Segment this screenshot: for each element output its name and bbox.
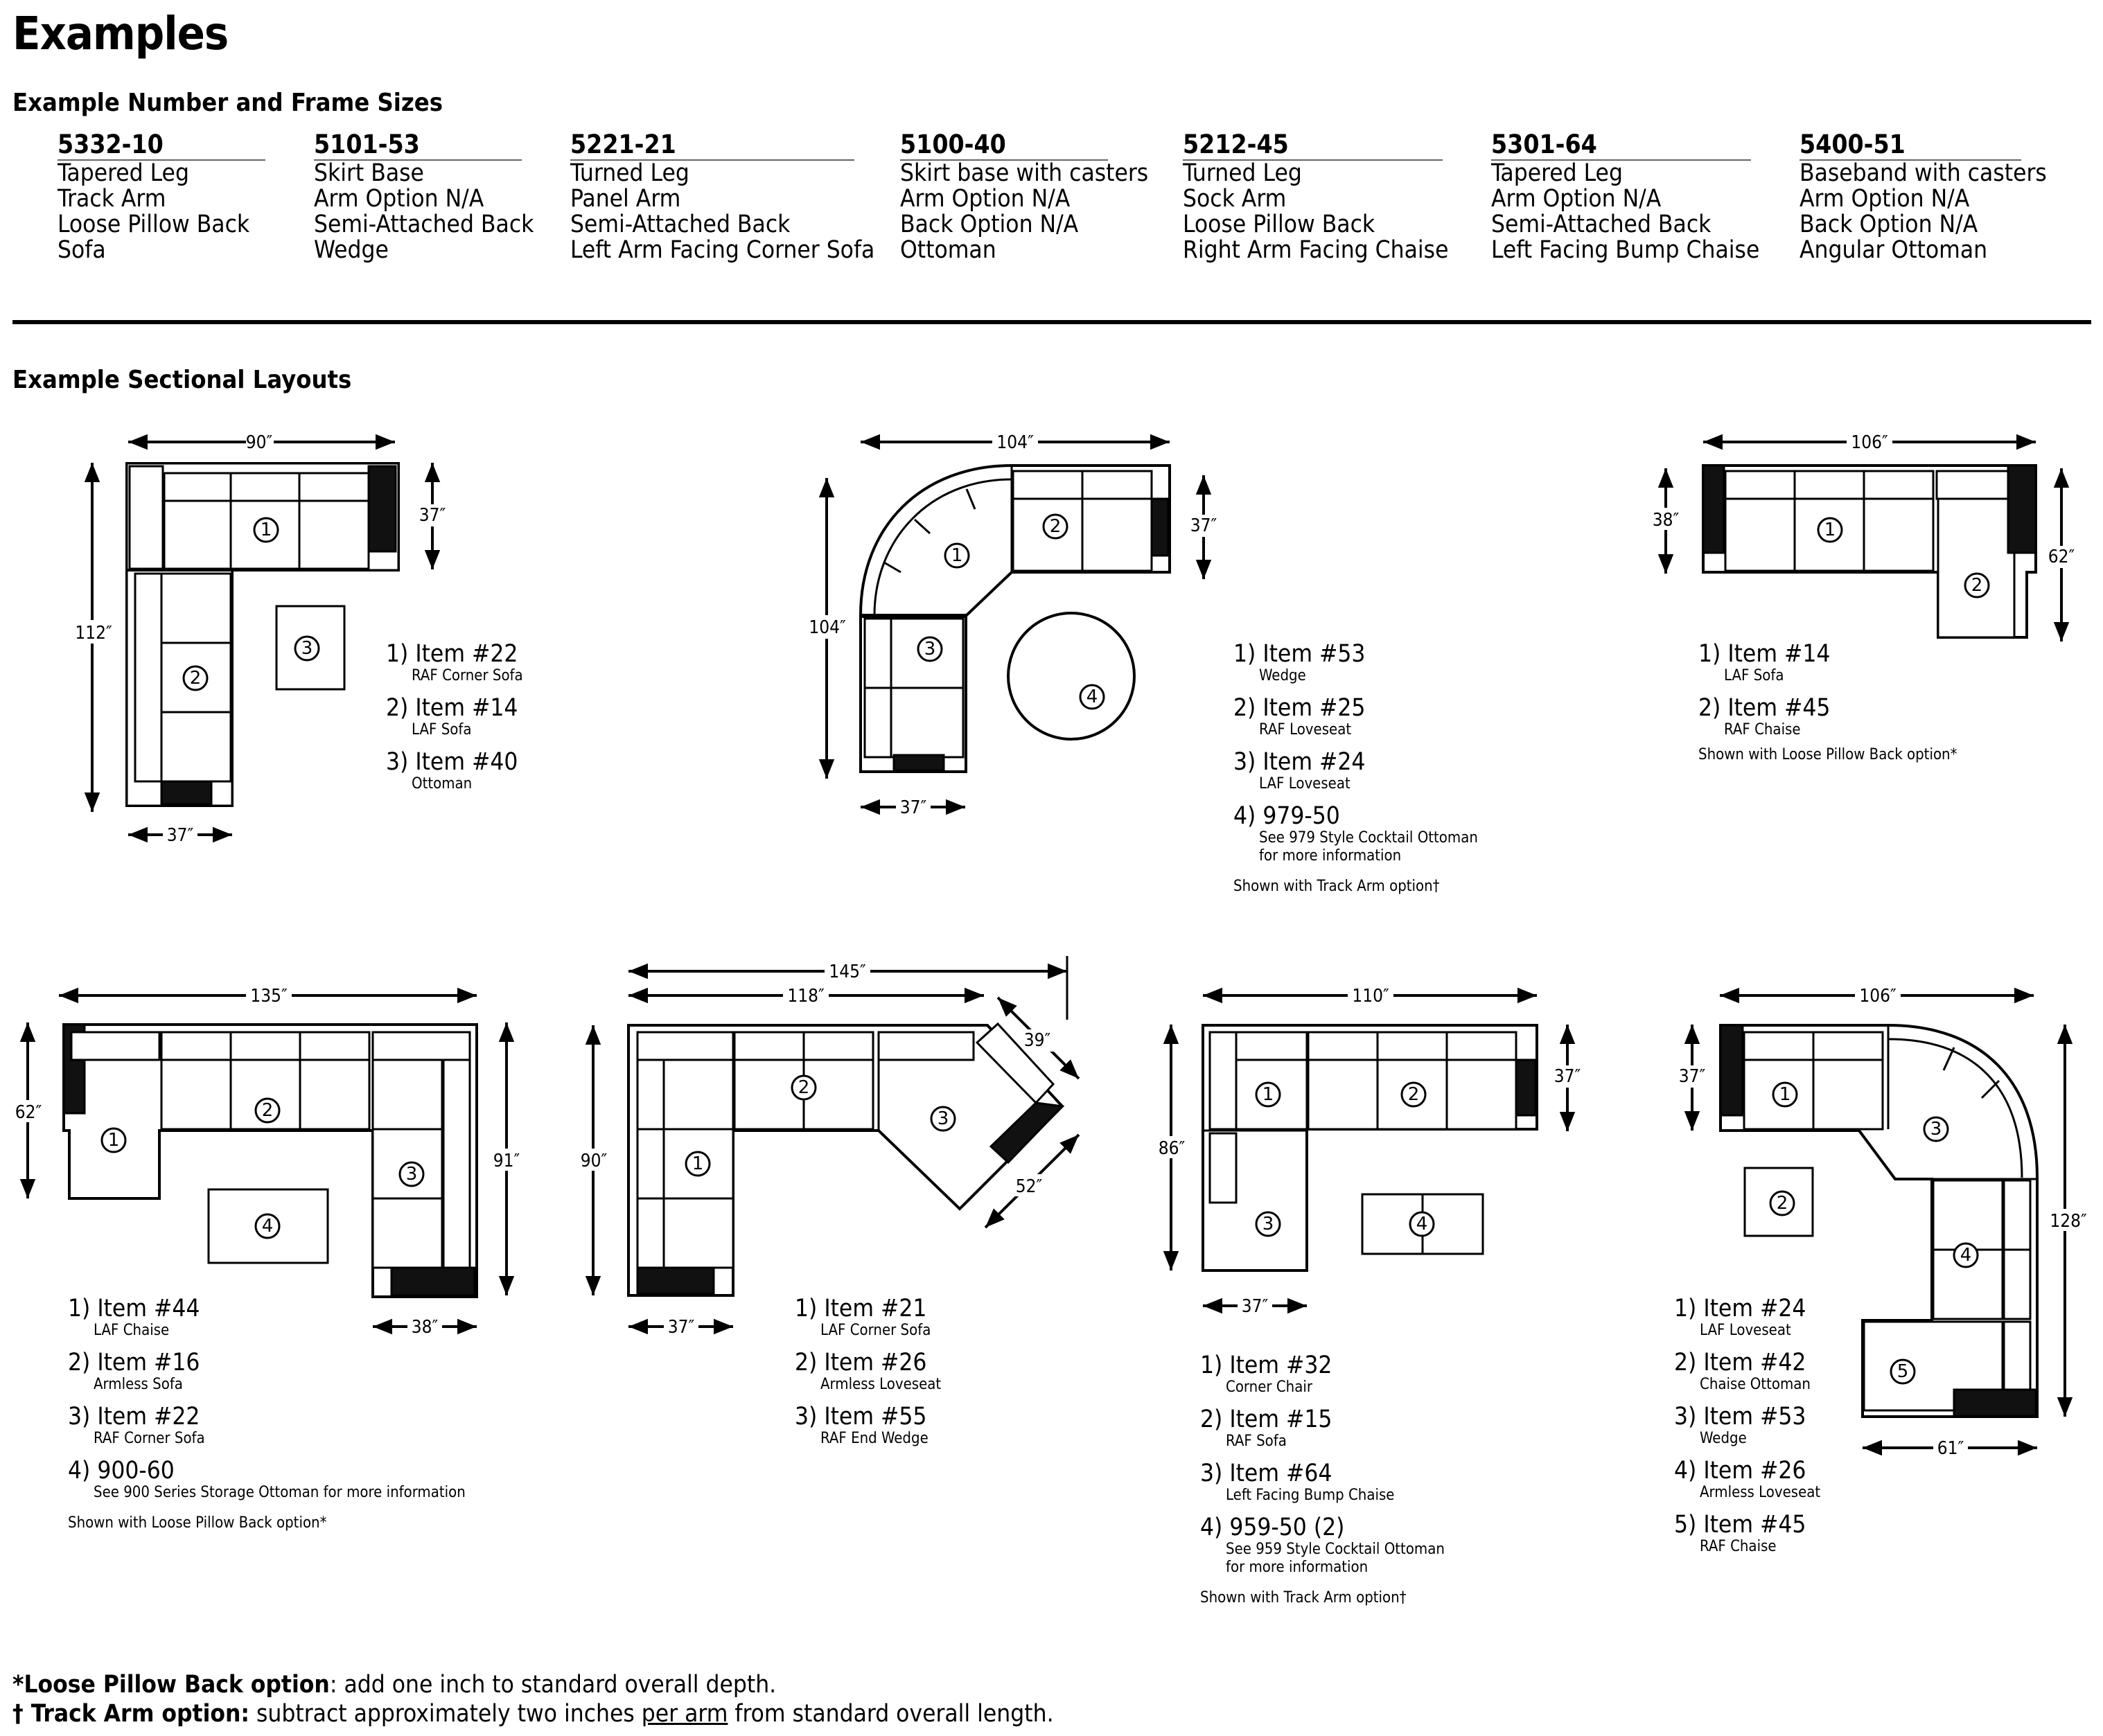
legend-item: 1) Item #53 [1233,640,1366,668]
layout-3-legend [1698,641,1957,764]
dimension-label: 118″ [787,986,825,1007]
callout-number [1818,518,1842,542]
legend-desc: RAF Chaise [1724,721,1801,738]
legend-desc: Ottoman [412,775,473,792]
frame-back: Back Option N/A [900,211,1079,238]
legend-desc: Wedge [1259,667,1306,684]
layout-5-legend [795,1295,941,1448]
layout-5-drawing [577,956,1079,1338]
footnote-text: from standard overall length. [728,1700,1054,1728]
svg-text:2: 2 [1049,516,1062,537]
svg-text:4: 4 [1960,1245,1972,1266]
frame-type: Wedge [314,236,389,264]
dimension-label: 110″ [1352,986,1389,1007]
callout-number [1410,1212,1434,1236]
svg-text:2: 2 [189,668,202,689]
frame-arm: Arm Option N/A [1491,185,1662,213]
callout-number [1256,1212,1280,1236]
frame-leg: Skirt base with casters [900,159,1149,187]
callout-number [256,1099,279,1122]
dimension-label: 37″ [1190,515,1217,536]
legend-item: 2) Item #25 [1233,694,1366,722]
frame-arm: Panel Arm [570,185,681,213]
callout-number [1891,1360,1915,1383]
frame-number: 5221-21 [570,130,854,161]
callout-number [400,1162,423,1186]
dimension-label: 37″ [1241,1296,1269,1317]
legend-desc: LAF Chaise [94,1322,170,1339]
legend-desc: RAF Chaise [1700,1538,1777,1555]
legend-item: 4) Item #26 [1674,1457,1806,1485]
layout-4-drawing [11,984,524,1338]
layout-2-legend [1233,641,1478,896]
legend-item: 3) Item #24 [1233,748,1366,776]
legend-desc: Armless Loveseat [1700,1484,1821,1501]
dimension-label: 86″ [1158,1138,1186,1159]
frame-back: Loose Pillow Back [1183,211,1375,238]
dimension-label: 62″ [15,1102,42,1123]
legend-desc: for more information [1226,1559,1369,1576]
frame-type: Left Facing Bump Chaise [1491,236,1760,264]
footnote-label: *Loose Pillow Back option [12,1671,330,1699]
layout-2-drawing [807,429,1221,818]
frames-section-title: Example Number and Frame Sizes [12,89,443,117]
svg-text:3: 3 [937,1108,949,1129]
footnote-emphasis: per arm [641,1700,728,1728]
frame-number: 5212-45 [1183,130,1443,161]
svg-text:2: 2 [1776,1193,1788,1214]
legend-desc: LAF Corner Sofa [820,1322,931,1339]
svg-text:2: 2 [1971,575,1983,596]
callout-number [254,518,278,542]
frame-number: 5100-40 [900,130,1108,161]
dimension-label: 37″ [667,1317,695,1338]
legend-item: 3) Item #22 [68,1403,200,1431]
dimension-label: 61″ [1937,1438,1964,1459]
svg-text:5: 5 [1897,1361,1909,1382]
svg-text:3: 3 [301,638,313,659]
legend-note: Shown with Track Arm option† [1233,878,1440,895]
footnote-label: † Track Arm option: [12,1700,250,1728]
dimension-label: 135″ [250,986,288,1007]
legend-desc: LAF Sofa [1724,667,1784,684]
legend-item: 1) Item #44 [68,1295,200,1322]
frame-number: 5301-64 [1491,130,1751,161]
callout-number [1402,1083,1425,1106]
footnote-text: : add one inch to standard overall depth. [329,1671,777,1699]
frame-arm: Sock Arm [1183,185,1287,213]
frame-leg: Tapered Leg [1491,159,1623,187]
legend-desc: Wedge [1700,1430,1747,1447]
legend-item: 2) Item #16 [68,1349,200,1376]
frame-arm: Track Arm [58,185,166,213]
frame-arm: Arm Option N/A [314,185,484,213]
svg-text:4: 4 [1416,1214,1428,1234]
callout-number [792,1076,816,1099]
legend-item: 4) 979-50 [1233,802,1340,830]
dimension-label: 104″ [996,432,1034,453]
legend-item: 3) Item #53 [1674,1403,1806,1431]
dimension-label: 38″ [1652,510,1680,531]
callout-number [1954,1243,1978,1267]
layout-3-drawing [1648,429,2079,641]
callout-number [1770,1192,1794,1215]
dimension-label: 37″ [1554,1066,1581,1087]
dimension-label: 106″ [1851,432,1888,453]
legend-note: Shown with Loose Pillow Back option* [1698,746,1957,763]
frame-arm: Arm Option N/A [1800,185,1970,213]
dimension-label: 37″ [1678,1066,1706,1087]
svg-text:1: 1 [951,545,963,566]
legend-desc: RAF Loveseat [1259,721,1352,738]
legend-item: 3) Item #40 [386,748,518,776]
layouts-section-title: Example Sectional Layouts [12,366,352,394]
frame-type: Ottoman [900,236,996,264]
callout-number [1256,1083,1280,1106]
svg-text:1: 1 [692,1153,704,1174]
page-title: Examples [12,7,229,60]
dimension-label: 37″ [166,825,194,846]
callout-number [256,1214,279,1238]
layout-7-legend [1674,1295,1820,1556]
frame-leg: Turned Leg [1183,159,1302,187]
frame-leg: Tapered Leg [58,159,189,187]
callout-number [1773,1083,1797,1106]
frame-number: 5400-51 [1800,130,2021,161]
callout-number [918,637,942,661]
footnote-loose-pillow [12,1669,776,1700]
svg-text:4: 4 [1086,687,1098,707]
svg-text:2: 2 [798,1077,810,1098]
legend-item: 1) Item #21 [795,1295,927,1322]
legend-item: 2) Item #26 [795,1349,927,1376]
legend-desc: See 900 Series Storage Ottoman for more information [94,1484,466,1501]
legend-desc: LAF Sofa [412,721,472,738]
legend-desc: RAF Corner Sofa [412,667,523,684]
frame-leg: Baseband with casters [1800,159,2047,187]
svg-text:4: 4 [261,1216,274,1237]
svg-text:3: 3 [924,639,936,659]
callout-number [1924,1117,1948,1141]
legend-desc: See 979 Style Cocktail Ottoman [1259,829,1478,847]
dimension-label: 39″ [1023,1030,1051,1051]
dimension-label: 90″ [580,1151,608,1171]
callout-number [295,637,319,660]
dimension-label: 52″ [1015,1176,1043,1197]
footnote-text: subtract approximately two inches [249,1700,642,1728]
legend-note: Shown with Loose Pillow Back option* [68,1514,327,1532]
dimension-label: 145″ [829,962,866,982]
frame-back: Loose Pillow Back [58,211,250,238]
dimension-label: 37″ [899,797,927,818]
legend-desc: See 959 Style Cocktail Ottoman [1226,1541,1445,1558]
svg-text:2: 2 [261,1100,274,1121]
frame-number: 5332-10 [58,130,265,161]
legend-item: 5) Item #45 [1674,1511,1806,1539]
callout-number [1080,685,1104,709]
legend-item: 1) Item #14 [1698,640,1831,668]
dimension-label: 128″ [2050,1211,2087,1232]
legend-desc: Chaise Ottoman [1700,1376,1811,1393]
legend-item: 3) Item #55 [795,1403,927,1431]
dimension-label: 90″ [245,432,273,453]
callout-number [945,544,969,567]
legend-item: 2) Item #14 [386,694,518,722]
callout-number [686,1152,710,1176]
callout-number [931,1107,955,1131]
legend-item: 2) Item #15 [1200,1406,1332,1433]
svg-text:1: 1 [1824,520,1836,540]
callout-number [184,666,207,690]
legend-item: 2) Item #45 [1698,694,1831,722]
legend-desc: RAF End Wedge [820,1430,929,1447]
legend-item: 2) Item #42 [1674,1349,1806,1376]
legend-desc: LAF Loveseat [1259,775,1350,792]
frame-type: Left Arm Facing Corner Sofa [570,236,875,264]
legend-desc: Corner Chair [1226,1379,1312,1396]
dimension-label: 38″ [411,1317,439,1338]
dimension-label: 91″ [493,1151,520,1171]
frame-leg: Skirt Base [314,159,424,187]
frame-back: Semi-Attached Back [314,211,534,238]
svg-text:1: 1 [1779,1084,1791,1105]
legend-note: Shown with Track Arm option† [1200,1589,1407,1606]
frame-type: Right Arm Facing Chaise [1183,236,1449,264]
dimension-label: 112″ [75,623,112,644]
layout-6-drawing [1154,984,1585,1317]
callout-number [1044,515,1067,538]
legend-item: 1) Item #32 [1200,1352,1332,1379]
svg-text:2: 2 [1407,1084,1420,1105]
layout-6-legend [1200,1352,1445,1607]
frame-back: Back Option N/A [1800,211,1978,238]
frame-back: Semi-Attached Back [570,211,791,238]
legend-desc: Left Facing Bump Chaise [1226,1487,1395,1504]
legend-desc: RAF Sofa [1226,1433,1287,1450]
dimension-label: 62″ [2048,547,2075,567]
dimension-label: 37″ [419,505,446,526]
dimension-label: 106″ [1859,986,1897,1007]
svg-text:3: 3 [1930,1119,1942,1140]
frame-back: Semi-Attached Back [1491,211,1712,238]
legend-desc: Armless Sofa [94,1376,183,1393]
footnote-track-arm [12,1699,1054,1729]
legend-desc: for more information [1259,847,1402,865]
legend-desc: LAF Loveseat [1700,1322,1791,1339]
frame-type: Sofa [58,236,106,264]
legend-desc: Armless Loveseat [820,1376,942,1393]
dimension-label: 104″ [809,617,846,638]
callout-number [1965,574,1989,597]
frame-arm: Arm Option N/A [900,185,1071,213]
svg-text:1: 1 [1262,1084,1274,1105]
frame-number: 5101-53 [314,130,522,161]
layout-1-legend [386,641,523,793]
legend-item: 3) Item #64 [1200,1460,1332,1487]
layout-4-legend [68,1295,466,1532]
legend-item: 1) Item #22 [386,640,518,668]
svg-text:1: 1 [107,1130,120,1151]
svg-text:1: 1 [260,520,272,540]
svg-text:3: 3 [405,1164,418,1185]
frame-leg: Turned Leg [570,159,689,187]
svg-text:3: 3 [1262,1214,1274,1234]
legend-desc: RAF Corner Sofa [94,1430,205,1447]
legend-item: 4) 900-60 [68,1457,175,1485]
legend-item: 1) Item #24 [1674,1295,1806,1322]
callout-number [102,1128,125,1152]
frame-type: Angular Ottoman [1800,236,1988,264]
legend-item: 4) 959-50 (2) [1200,1514,1345,1541]
